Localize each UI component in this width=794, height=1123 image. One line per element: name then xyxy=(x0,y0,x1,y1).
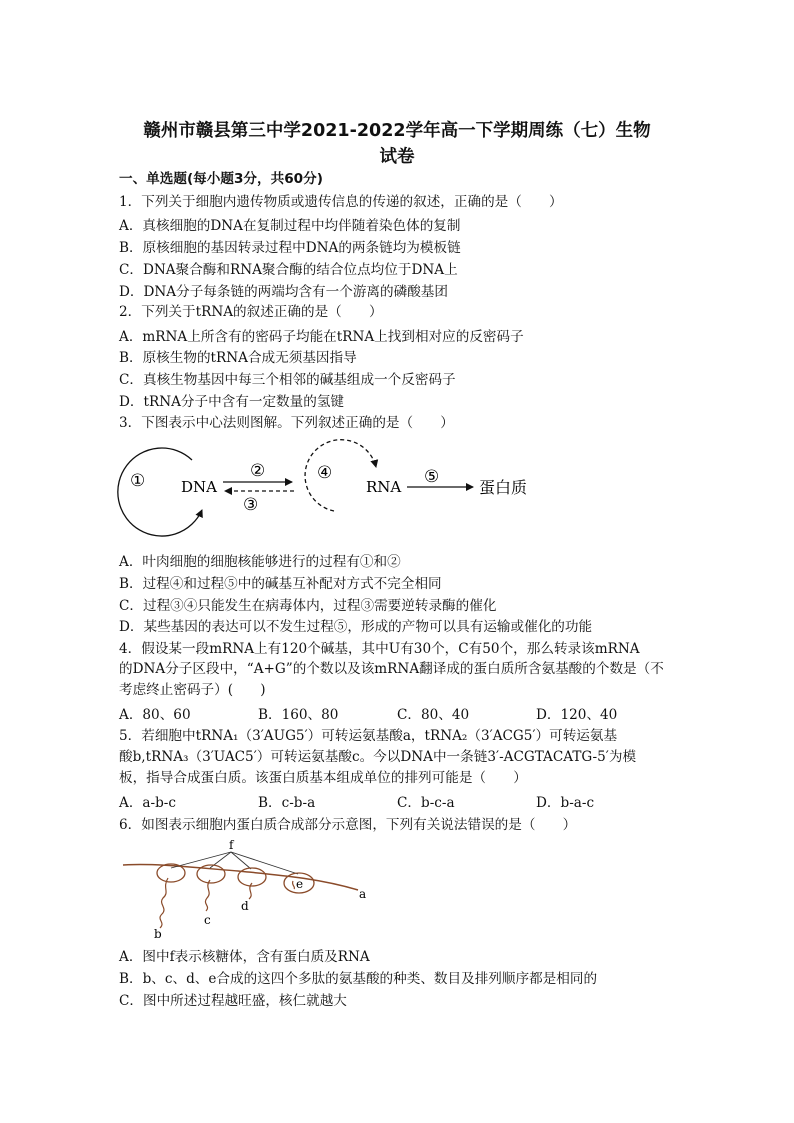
q4-stem-line2: 的DNA分子区段中，“A+G”的个数以及该mRNA翻译成的蛋白质所含氨基酸的个数是（不 xyxy=(119,661,664,677)
q4-stem-line1: 4．假设某一段mRNA上有120个碱基，其中U有30个，C有50个，那么转录该mRNA xyxy=(119,641,640,657)
label-d: d xyxy=(241,899,249,913)
page-title-line1: 赣州市赣县第三中学2021-2022学年高一下学期周练（七）生物 xyxy=(143,121,651,141)
q2-option-a: A．mRNA上所含有的密码子均能在tRNA上找到相对应的反密码子 xyxy=(119,329,524,345)
q2-option-b: B．原核生物的tRNA合成无须基因指导 xyxy=(119,350,357,366)
process-4-label: ④ xyxy=(317,463,333,483)
q3-option-b: B．过程④和过程⑤中的碱基互补配对方式不完全相同 xyxy=(119,576,442,592)
q1-option-a: A．真核细胞的DNA在复制过程中均伴随着染色体的复制 xyxy=(119,218,461,234)
translation-polysome-diagram xyxy=(118,838,378,943)
label-a: a xyxy=(359,887,367,901)
q4-option-a: A．80、60 xyxy=(119,707,191,723)
polypeptide-chain-c xyxy=(205,880,210,911)
q6-option-c: C．图中所述过程越旺盛，核仁就越大 xyxy=(119,993,347,1009)
q1-option-c: C．DNA聚合酶和RNA聚合酶的结合位点均位于DNA上 xyxy=(119,262,458,278)
q4-option-b: B．160、80 xyxy=(258,707,339,723)
q1-option-b: B．原核细胞的基因转录过程中DNA的两条链均为模板链 xyxy=(119,240,461,256)
q6-option-a: A．图中f表示核糖体，含有蛋白质及RNA xyxy=(119,949,370,965)
q2-stem: 2．下列关于tRNA的叙述正确的是（ ） xyxy=(119,304,383,320)
process-3-label: ③ xyxy=(243,495,259,515)
q4-option-c: C．80、40 xyxy=(397,707,470,723)
q3-option-d: D．某些基因的表达可以不发生过程⑤，形成的产物可以具有运输或催化的功能 xyxy=(119,619,593,635)
rna-label: RNA xyxy=(366,478,402,496)
polypeptide-chain-b xyxy=(160,878,168,928)
protein-label: 蛋白质 xyxy=(479,478,528,497)
q2-option-d: D．tRNA分子中含有一定数量的氢键 xyxy=(119,394,345,410)
q1-stem: 1．下列关于细胞内遗传物质或遗传信息的传递的叙述，正确的是（ ） xyxy=(119,194,563,210)
q2-option-c: C．真核生物基因中每三个相邻的碱基组成一个反密码子 xyxy=(119,372,456,388)
q6-stem: 6．如图表示细胞内蛋白质合成部分示意图，下列有关说法错误的是（ ） xyxy=(119,817,577,833)
q5-option-b: B．c-b-a xyxy=(258,795,316,811)
q1-option-d: D．DNA分子每条链的两端均含有一个游离的磷酸基团 xyxy=(119,284,448,300)
label-c: c xyxy=(204,913,211,927)
process-1-label: ① xyxy=(130,471,146,491)
process-5-label: ⑤ xyxy=(424,467,440,487)
q3-stem: 3．下图表示中心法则图解。下列叙述正确的是（ ） xyxy=(119,415,454,431)
ribosome xyxy=(157,864,185,882)
q4-option-d: D．120、40 xyxy=(536,707,618,723)
q3-option-a: A．叶肉细胞的细胞核能够进行的过程有①和② xyxy=(119,554,401,570)
q5-option-a: A．a-b-c xyxy=(119,795,177,811)
q3-option-c: C．过程③④只能发生在病毒体内，过程③需要逆转录酶的催化 xyxy=(119,598,497,614)
q6-option-b: B．b、c、d、e合成的这四个多肽的氨基酸的种类、数目及排列顺序都是相同的 xyxy=(119,971,598,987)
q4-stem-line3: 考虑终止密码子）( ) xyxy=(119,682,266,698)
polypeptide-chain-e xyxy=(293,881,295,889)
q5-option-c: C．b-c-a xyxy=(397,795,455,811)
q5-stem-line3: 板，指导合成蛋白质。该蛋白质基本组成单位的排列可能是（ ） xyxy=(119,770,527,786)
section-heading: 一、单选题(每小题3分，共60分) xyxy=(119,171,323,187)
dna-label: DNA xyxy=(181,478,217,496)
page-title-line2: 试卷 xyxy=(379,147,415,167)
q5-stem-line1: 5．若细胞中tRNA₁（3′AUG5′）可转运氨基酸a，tRNA₂（3′ACG5′）可转运氨基 xyxy=(119,728,618,744)
q5-option-d: D．b-a-c xyxy=(536,795,595,811)
central-dogma-diagram xyxy=(110,438,560,538)
rna-replication-cycle-arrow xyxy=(305,440,376,511)
q5-stem-line2: 酸b,tRNA₃（3′UAC5′）可转运氨基酸c。今以DNA中一条链3′-ACGTACATG-5′为模 xyxy=(119,749,637,765)
label-e: e xyxy=(296,877,304,891)
process-2-label: ② xyxy=(250,461,266,481)
label-b: b xyxy=(154,927,162,941)
label-f: f xyxy=(229,838,234,852)
